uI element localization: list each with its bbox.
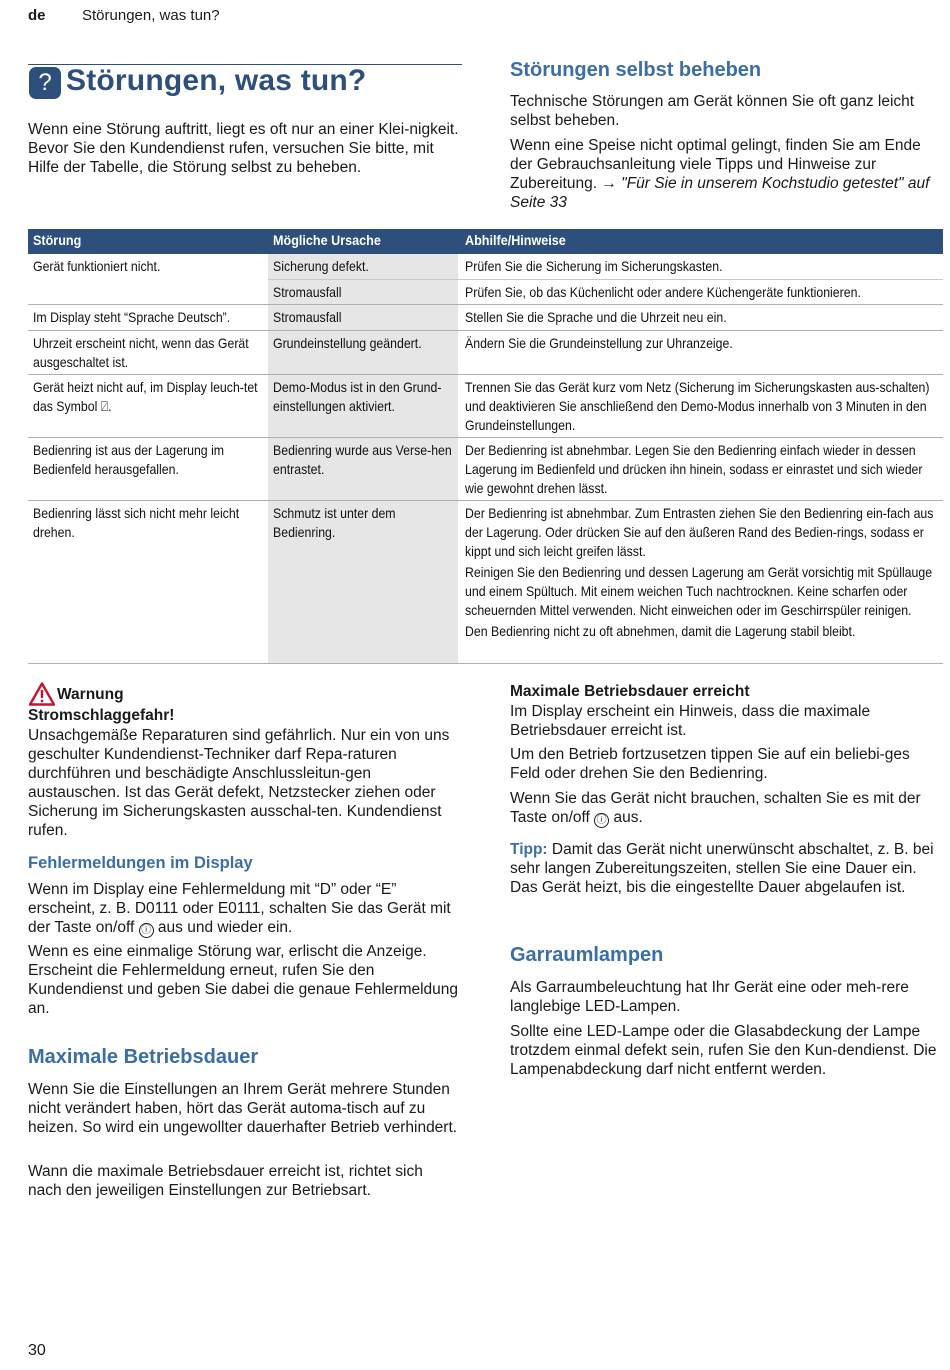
fehler-p1-text-end: aus und wieder ein. <box>157 919 293 936</box>
cell-text: Uhrzeit erscheint nicht, wenn das Gerät ausgeschaltet ist. <box>33 335 249 370</box>
cell-text: Der Bedienring ist abnehmbar. Legen Sie den Bedienring einfach wieder in dessen Lagerung im Bedienfeld und drücken ihn hinein, sodass er einrastet und sich wieder wie gewohnt drehen lässt. <box>465 442 923 496</box>
tipp-text: Damit das Gerät nicht unerwünscht abschaltet, z. B. bei sehr langen Zubereitungszeiten, stellen Sie eine Dauer ein. Das Gerät heizt, bis die eingestellte Dauer abgelaufen ist. <box>510 841 934 896</box>
language-tag: de <box>28 7 46 24</box>
garraum-p1: Als Garraumbeleuchtung hat Ihr Gerät eine oder meh-rere langlebige LED-Lampen. <box>510 979 909 1015</box>
max-erreicht-p3-text: Wenn Sie das Gerät nicht brauchen, schalten Sie es mit der Taste on/off <box>510 790 921 826</box>
cell-problem <box>28 305 265 330</box>
warning-triangle-icon <box>29 682 55 706</box>
cell-text: Ändern Sie die Grundeinstellung zur Uhranzeige. <box>465 335 733 351</box>
page-number: 30 <box>28 1342 46 1359</box>
header-abhilfe: Abhilfe/Hinweise <box>465 232 566 248</box>
cell-text: Der Bedienring ist abnehmbar. Zum Entrasten ziehen Sie den Bedienring ein-fach aus der Lagerung. Oder drücken Sie auf den äußeren Rand des Bedien-rings, sodass er kippt und sich leicht greifen lässt. <box>465 505 934 559</box>
cell-cause <box>268 501 458 663</box>
cell-remedy <box>460 438 943 500</box>
cell-text: Trennen Sie das Gerät kurz vom Netz (Sicherung im Sicherungskasten aus-schalten) und deaktivieren Sie anschließend den Demo-Modus innerhalb von 3 Minuten in den Grundeinstellungen. <box>465 379 930 433</box>
cell-cause <box>268 331 458 374</box>
table-row <box>28 501 943 664</box>
header-ursache: Mögliche Ursache <box>273 232 381 248</box>
section-title-fehlermeldungen: Fehlermeldungen im Display <box>28 854 253 872</box>
max-betrieb-p2: Wann die maximale Betriebsdauer erreicht ist, richtet sich nach den jeweiligen Einstellungen zur Betriebsart. <box>28 1163 423 1199</box>
tipp-paragraph <box>510 840 942 897</box>
header-stoerung: Störung <box>33 232 82 248</box>
tipp-label: Tipp: <box>510 841 548 858</box>
running-header: Störungen, was tun? <box>82 7 220 24</box>
cell-problem <box>28 331 265 374</box>
cell-text: Gerät funktioniert nicht. <box>33 258 161 274</box>
reference-arrow-icon: → <box>601 175 617 192</box>
cell-text: Bedienring lässt sich nicht mehr leicht drehen. <box>33 505 240 540</box>
max-erreicht-p3 <box>510 789 942 828</box>
page-reference-link[interactable]: "Für Sie in unserem Kochstudio getestet" auf Seite 33 <box>510 175 930 211</box>
max-erreicht-title: Maximale Betriebsdauer erreicht <box>510 683 750 700</box>
cell-text: Prüfen Sie, ob das Küchenlicht oder andere Küchengeräte funktionieren. <box>465 284 861 300</box>
cell-cause <box>268 254 458 279</box>
table-row <box>28 331 943 375</box>
cell-text: Demo-Modus ist in den Grund-einstellungen aktiviert. <box>273 379 442 414</box>
section-title-selbst-beheben: Störungen selbst beheben <box>510 59 762 81</box>
fehler-p1-text: Wenn im Display eine Fehlermeldung mit “D” oder “E” erscheint, z. B. D0111 oder E0111, schalten Sie das Gerät mit der Taste on/off <box>28 881 451 936</box>
fehler-p1 <box>28 880 460 938</box>
garraum-p2: Sollte eine LED-Lampe oder die Glasabdeckung der Lampe trotzdem einmal defekt sein, rufen Sie den Kun-dendienst. Die Lampenabdeckung darf nicht entfernt werden. <box>510 1023 937 1078</box>
table-row <box>28 375 943 438</box>
table-row <box>28 305 943 331</box>
warning-subtitle: Stromschlaggefahr! <box>28 707 175 724</box>
cell-problem <box>28 501 265 663</box>
cell-cause <box>268 438 458 500</box>
warning-title: Warnung <box>57 686 124 703</box>
cell-remedy <box>460 375 943 437</box>
cell-cause <box>268 305 458 330</box>
cell-remedy <box>460 331 943 374</box>
max-erreicht-p2: Um den Betrieb fortzusetzen tippen Sie auf ein beliebi-ges Feld oder drehen Sie den Bedienring. <box>510 746 910 782</box>
cell-problem <box>28 254 265 304</box>
max-erreicht-p3-text-end: aus. <box>613 809 643 826</box>
cell-text: Stellen Sie die Sprache und die Uhrzeit neu ein. <box>465 309 727 325</box>
troubleshooting-table <box>28 229 943 665</box>
cell-remedy <box>460 305 943 330</box>
section-title-garraumlampen: Garraumlampen <box>510 944 664 966</box>
cell-cause <box>268 280 458 304</box>
onoff-icon: ⓘ <box>139 923 154 938</box>
cell-text: Im Display steht “Sprache Deutsch”. <box>33 309 231 325</box>
warning-text: Unsachgemäße Reparaturen sind gefährlich. Nur ein von uns geschulter Kundendienst-Techniker darf Repa-raturen durchführen und beschädigte Anschlussleitun-gen austauschen. Ist das Gerät defekt, Netzstecker ziehen oder Sicherung im Sicherungskasten ausschal-ten. Kundendienst rufen. <box>28 727 450 839</box>
cell-text: Schmutz ist unter dem Bedienring. <box>273 505 396 540</box>
table-row <box>28 254 943 305</box>
table-row <box>28 438 943 501</box>
cell-text: Stromausfall <box>273 309 342 325</box>
max-erreicht-p1: Im Display erscheint ein Hinweis, dass die maximale Betriebsdauer erreicht ist. <box>510 703 871 739</box>
selbst-beheben-p1: Technische Störungen am Gerät können Sie oft ganz leicht selbst beheben. <box>510 93 915 129</box>
section-title-max-betriebsdauer: Maximale Betriebsdauer <box>28 1046 259 1068</box>
intro-text: Wenn eine Störung auftritt, liegt es oft nur an einer Klei-nigkeit. Bevor Sie den Kundendienst rufen, versuchen Sie bitte, mit Hilfe der Tabelle, die Störung selbst zu beheben. <box>28 121 459 176</box>
page-title: Störungen, was tun? <box>66 64 367 97</box>
cell-cause <box>268 375 458 437</box>
cell-text: Bedienring wurde aus Verse-hen entrastet. <box>273 442 452 477</box>
selbst-beheben-p2-text: Wenn eine Speise nicht optimal gelingt, finden Sie am Ende der Gebrauchsanleitung viele Tipps und Hinweise zur Zubereitung. <box>510 137 921 192</box>
onoff-icon: ⓘ <box>594 813 609 828</box>
cell-remedy <box>460 501 943 663</box>
cell-text: Reinigen Sie den Bedienring und dessen Lagerung am Gerät vorsichtig mit Spüllauge und einem Spültuch. Mit einem weichen Tuch nachtrocknen. Keine scharfen oder scheuernden Mittel verwenden. Nicht einweichen oder im Geschirrspüler reinigen. <box>465 564 933 618</box>
max-betrieb-p1: Wenn Sie die Einstellungen an Ihrem Gerät mehrere Stunden nicht verändert haben, hört das Gerät automa-tisch auf zu heizen. So wird ein ungewollter dauerhafter Betrieb verhindert. <box>28 1081 458 1136</box>
question-icon: ? <box>29 67 61 99</box>
cell-text: Den Bedienring nicht zu oft abnehmen, damit die Lagerung stabil bleibt. <box>465 623 856 639</box>
table-header <box>28 229 943 254</box>
selbst-beheben-p2 <box>510 136 942 212</box>
cell-text: Gerät heizt nicht auf, im Display leuch-tet das Symbol ⍁. <box>33 379 258 414</box>
cell-problem <box>28 438 265 500</box>
fehler-p2: Wenn es eine einmalige Störung war, erlischt die Anzeige. Erscheint die Fehlermeldung erneut, rufen Sie den Kundendienst und geben Sie dabei die genaue Fehlermeldung an. <box>28 943 459 1017</box>
cell-text: Sicherung defekt. <box>273 258 369 274</box>
cell-text: Prüfen Sie die Sicherung im Sicherungskasten. <box>465 258 723 274</box>
cell-text: Bedienring ist aus der Lagerung im Bedienfeld herausgefallen. <box>33 442 225 477</box>
cell-text: Stromausfall <box>273 284 342 300</box>
cell-remedy <box>460 280 943 304</box>
cell-remedy <box>460 254 943 279</box>
cell-text: Grundeinstellung geändert. <box>273 335 422 351</box>
cell-problem <box>28 375 265 437</box>
